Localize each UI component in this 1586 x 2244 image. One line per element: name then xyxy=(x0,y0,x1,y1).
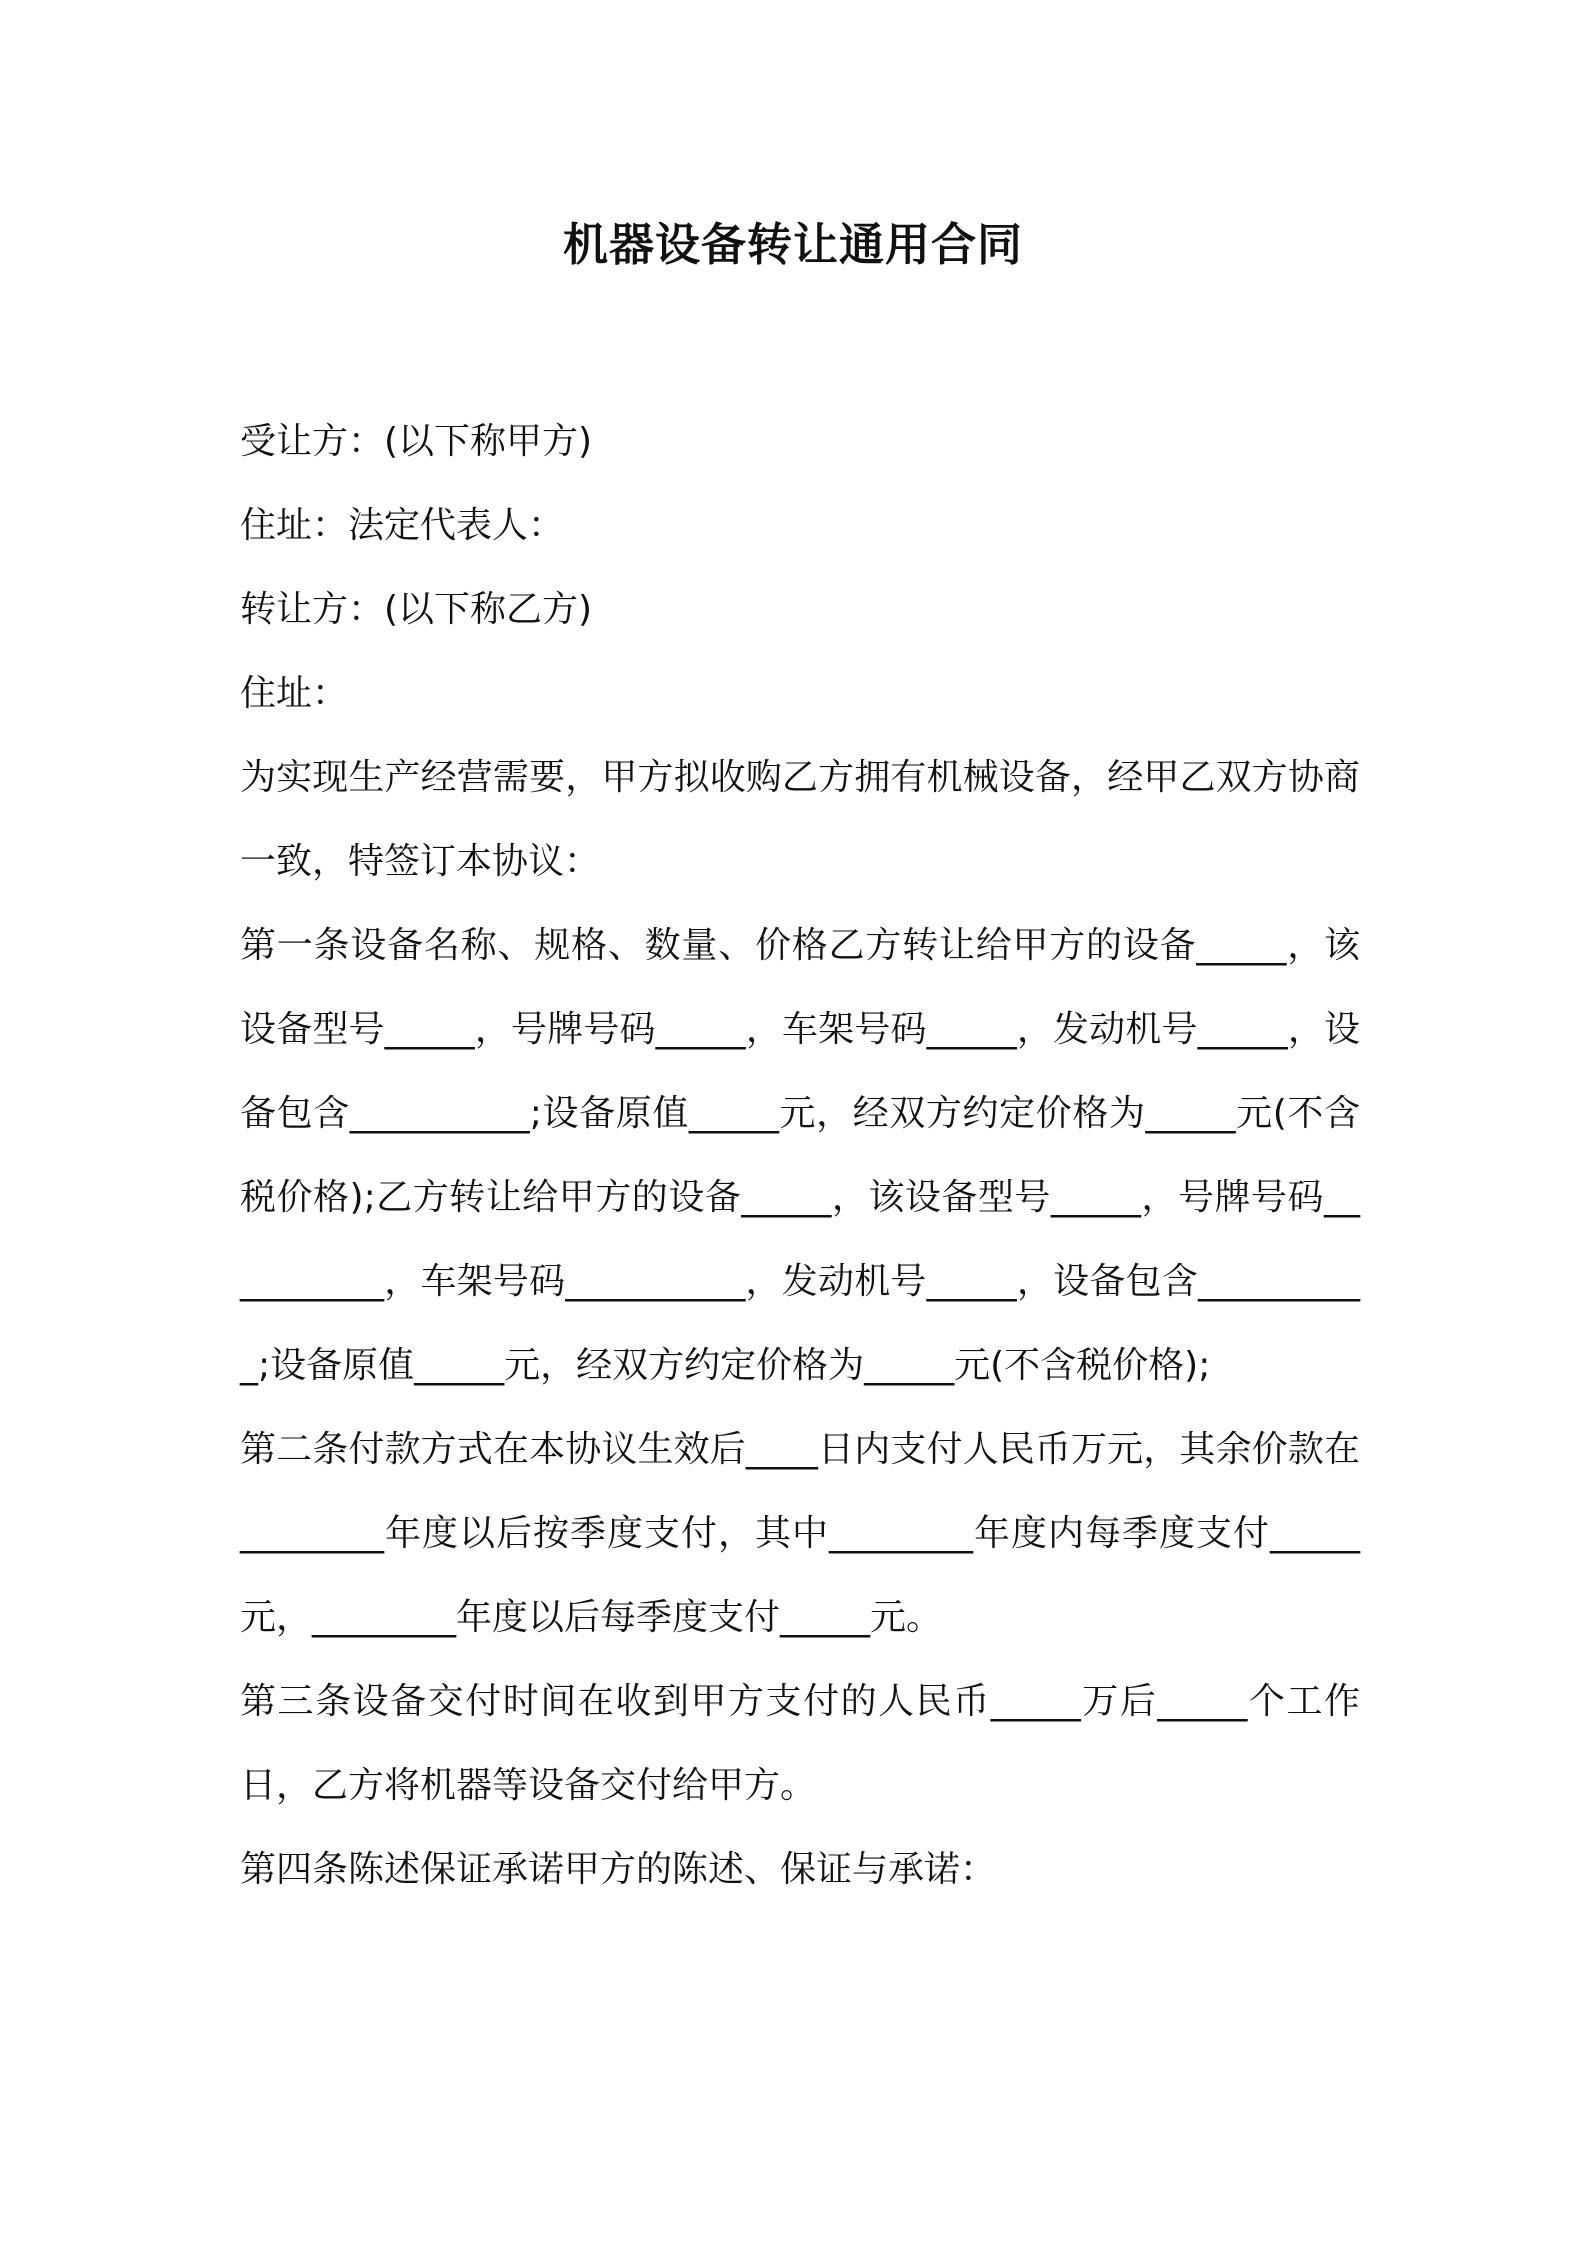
article-1-paragraph: 第一条设备名称、规格、数量、价格乙方转让给甲方的设备_____，该设备型号_____，号牌号码_____，车架号码_____，发动机号_____，设备包含__________;设备原值_____元，经双方约定价格为_____元(不含税价格);乙方转让给甲方的设备_____，该设备型号_____，号牌号码__________，车架号码__________，发动机号_____，设备包含__________;设备原值_____元，经双方约定价格为_____元(不含税价格); xyxy=(240,925,1360,1386)
document-title: 机器设备转让通用合同 xyxy=(562,218,1023,271)
preamble-paragraph: 为实现生产经营需要，甲方拟收购乙方拥有机械设备，经甲乙双方协商一致，特签订本协议： xyxy=(240,757,1360,882)
party-a-address-line: 住址：法定代表人： xyxy=(240,505,565,546)
article-3-paragraph: 第三条设备交付时间在收到甲方支付的人民币_____万后_____个工作日，乙方将机器等设备交付给甲方。 xyxy=(240,1681,1360,1806)
article-2-paragraph: 第二条付款方式在本协议生效后____日内支付人民币万元，其余价款在________年度以后按季度支付，其中________年度内每季度支付_____元，________年度以后每季度支付_____元。 xyxy=(240,1429,1360,1638)
party-b-line: 转让方：(以下称乙方) xyxy=(240,589,593,630)
party-a-line: 受让方：(以下称甲方) xyxy=(240,421,593,462)
article-4-paragraph: 第四条陈述保证承诺甲方的陈述、保证与承诺： xyxy=(240,1849,997,1890)
document-body xyxy=(240,400,1360,1912)
party-b-address-line: 住址： xyxy=(240,673,349,714)
